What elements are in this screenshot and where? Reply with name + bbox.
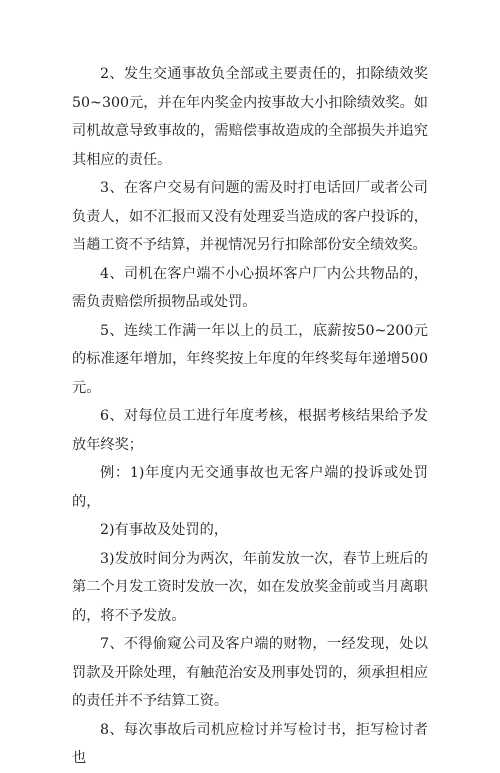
paragraph-rule-7: 7、不得偷窥公司及客户端的财物，一经发现，处以罚款及开除处理，有触范治安及刑事处罚的，须承担相应的责任并不予结算工资。 — [72, 636, 428, 709]
paragraph-rule-4: 4、司机在客户端不小心损坏客户厂内公共物品的，需负责赔偿所损物品或处罚。 — [72, 265, 428, 310]
paragraph-rule-5: 5、连续工作满一年以上的员工，底薪按50~200元的标准逐年增加，年终奖按上年度的年终奖每年递增500元。 — [72, 322, 428, 396]
paragraph-example-1: 例：1)年度内无交通事故也无客户端的投诉或处罚的， — [72, 465, 428, 510]
paragraph-rule-6: 6、对每位员工进行年度考核，根据考核结果给予发放年终奖； — [72, 408, 428, 453]
document-body — [72, 60, 428, 773]
paragraph-example-2: 2)有事故及处罚的， — [100, 522, 229, 538]
paragraph-rule-3: 3、在客户交易有问题的需及时打电话回厂或者公司负责人，如不汇报而又没有处理妥当造成的客户投诉的，当趟工资不予结算，并视情况另行扣除部份安全绩效奖。 — [72, 180, 428, 253]
paragraph-example-3: 3)发放时间分为两次，年前发放一次，春节上班后的第二个月发工资时发放一次，如在发放奖金前或当月离职的，将不予发放。 — [72, 550, 428, 624]
paragraph-rule-8: 8、每次事故后司机应检讨并写检讨书，拒写检讨者也 — [72, 721, 428, 766]
paragraph-rule-2: 2、发生交通事故负全部或主要责任的，扣除绩效奖50~300元，并在年内奖金内按事故大小扣除绩效奖。如司机故意导致事故的，需赔偿事故造成的全部损失并追究其相应的责任。 — [72, 66, 428, 168]
